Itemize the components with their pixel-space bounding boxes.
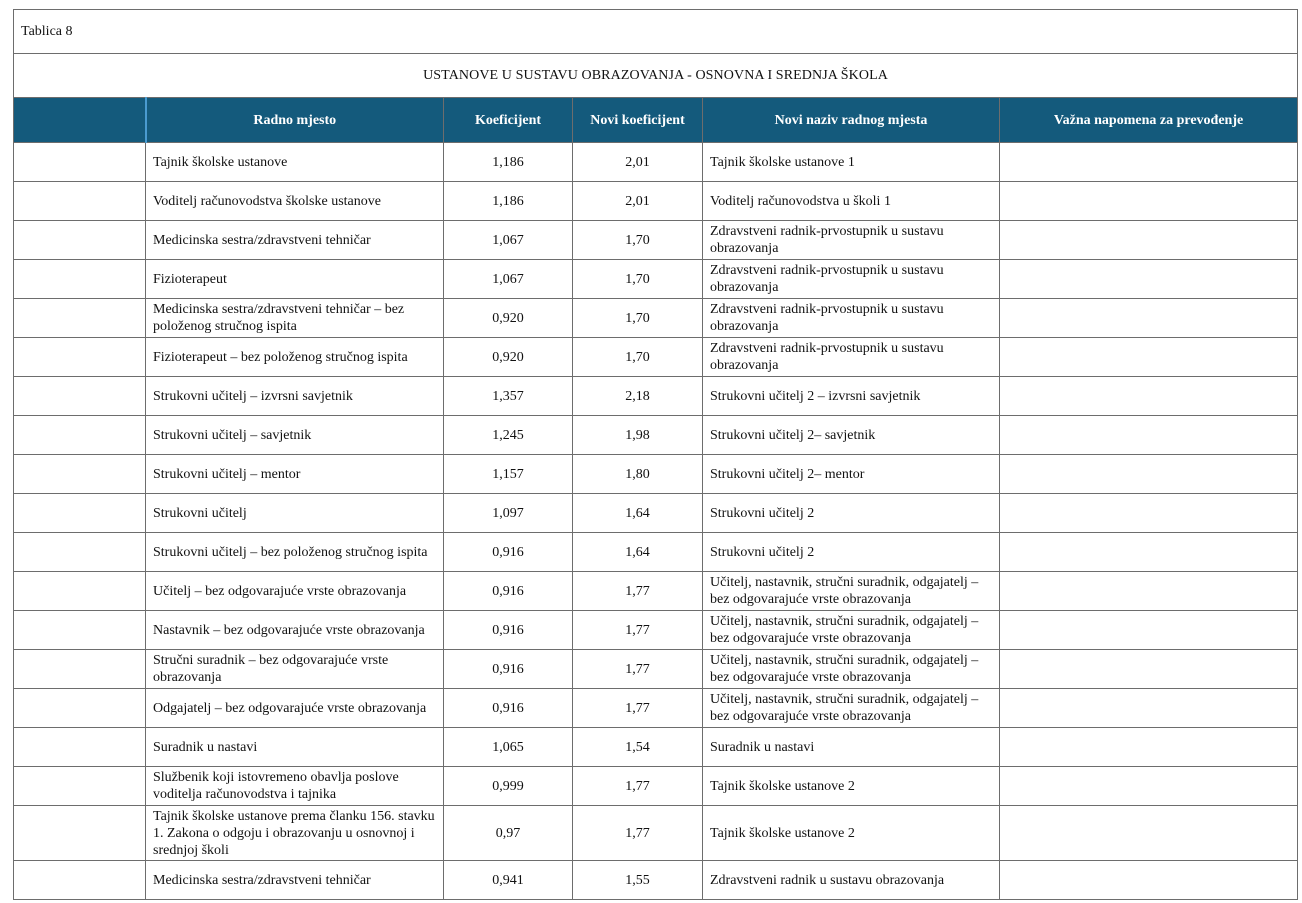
cell-napomena (1000, 143, 1298, 182)
row-empty-cell (14, 572, 146, 611)
cell-novi-koeficijent: 1,77 (573, 806, 703, 861)
cell-napomena (1000, 494, 1298, 533)
cell-radno-mjesto: Medicinska sestra/zdravstveni tehničar – bez položenog stručnog ispita (146, 299, 444, 338)
row-empty-cell (14, 861, 146, 900)
cell-radno-mjesto: Službenik koji istovremeno obavlja poslove voditelja računovodstva i tajnika (146, 767, 444, 806)
cell-napomena (1000, 416, 1298, 455)
cell-novi-koeficijent: 1,54 (573, 728, 703, 767)
table-row (14, 377, 1298, 416)
caption-row (14, 10, 1298, 54)
cell-novi-naziv: Zdravstveni radnik-prvostupnik u sustavu obrazovanja (703, 299, 1000, 338)
row-empty-cell (14, 416, 146, 455)
cell-napomena (1000, 650, 1298, 689)
cell-novi-naziv: Učitelj, nastavnik, stručni suradnik, odgajatelj – bez odgovarajuće vrste obrazovanja (703, 650, 1000, 689)
table-row (14, 861, 1298, 900)
row-empty-cell (14, 377, 146, 416)
table-row (14, 299, 1298, 338)
cell-radno-mjesto: Fizioterapeut – bez položenog stručnog ispita (146, 338, 444, 377)
cell-novi-koeficijent: 1,70 (573, 260, 703, 299)
cell-napomena (1000, 572, 1298, 611)
cell-napomena (1000, 611, 1298, 650)
cell-novi-koeficijent: 1,70 (573, 299, 703, 338)
cell-napomena (1000, 861, 1298, 900)
cell-koeficijent: 1,357 (444, 377, 573, 416)
row-empty-cell (14, 728, 146, 767)
cell-napomena (1000, 182, 1298, 221)
cell-napomena (1000, 260, 1298, 299)
table-row (14, 455, 1298, 494)
cell-novi-koeficijent: 1,64 (573, 533, 703, 572)
cell-radno-mjesto: Strukovni učitelj – izvrsni savjetnik (146, 377, 444, 416)
cell-novi-koeficijent: 1,77 (573, 650, 703, 689)
cell-radno-mjesto: Tajnik školske ustanove prema članku 156. stavku 1. Zakona o odgoju i obrazovanju u osnovnoj i srednjoj školi (146, 806, 444, 861)
table-row (14, 806, 1298, 861)
title-row (14, 54, 1298, 98)
table-row (14, 767, 1298, 806)
cell-napomena (1000, 338, 1298, 377)
row-empty-cell (14, 221, 146, 260)
table-row (14, 221, 1298, 260)
header-row (14, 98, 1298, 143)
cell-radno-mjesto: Suradnik u nastavi (146, 728, 444, 767)
cell-koeficijent: 1,065 (444, 728, 573, 767)
cell-koeficijent: 1,067 (444, 221, 573, 260)
cell-napomena (1000, 221, 1298, 260)
cell-koeficijent: 1,157 (444, 455, 573, 494)
cell-novi-naziv: Strukovni učitelj 2 (703, 533, 1000, 572)
table-row (14, 494, 1298, 533)
table-row (14, 611, 1298, 650)
row-empty-cell (14, 182, 146, 221)
table-row (14, 650, 1298, 689)
table-row (14, 416, 1298, 455)
cell-novi-naziv: Tajnik školske ustanove 2 (703, 806, 1000, 861)
cell-radno-mjesto: Nastavnik – bez odgovarajuće vrste obrazovanja (146, 611, 444, 650)
cell-novi-koeficijent: 1,70 (573, 221, 703, 260)
row-empty-cell (14, 533, 146, 572)
cell-novi-naziv: Strukovni učitelj 2– savjetnik (703, 416, 1000, 455)
table-caption: Tablica 8 (14, 10, 1298, 54)
cell-koeficijent: 1,245 (444, 416, 573, 455)
row-empty-cell (14, 338, 146, 377)
header-koeficijent: Koeficijent (444, 98, 573, 143)
row-empty-cell (14, 689, 146, 728)
cell-koeficijent: 1,186 (444, 182, 573, 221)
cell-radno-mjesto: Učitelj – bez odgovarajuće vrste obrazovanja (146, 572, 444, 611)
cell-radno-mjesto: Strukovni učitelj – savjetnik (146, 416, 444, 455)
cell-radno-mjesto: Medicinska sestra/zdravstveni tehničar (146, 861, 444, 900)
cell-novi-naziv: Voditelj računovodstva u školi 1 (703, 182, 1000, 221)
document-page (13, 9, 1297, 900)
table-body (14, 10, 1298, 900)
cell-novi-naziv: Suradnik u nastavi (703, 728, 1000, 767)
cell-koeficijent: 0,920 (444, 299, 573, 338)
cell-koeficijent: 0,916 (444, 650, 573, 689)
cell-napomena (1000, 806, 1298, 861)
cell-napomena (1000, 455, 1298, 494)
cell-koeficijent: 0,916 (444, 689, 573, 728)
cell-novi-koeficijent: 1,80 (573, 455, 703, 494)
cell-novi-naziv: Učitelj, nastavnik, stručni suradnik, odgajatelj – bez odgovarajuće vrste obrazovanja (703, 572, 1000, 611)
cell-novi-koeficijent: 1,77 (573, 767, 703, 806)
table-row (14, 182, 1298, 221)
table-row (14, 143, 1298, 182)
cell-novi-koeficijent: 1,98 (573, 416, 703, 455)
cell-radno-mjesto: Fizioterapeut (146, 260, 444, 299)
cell-novi-koeficijent: 2,18 (573, 377, 703, 416)
cell-napomena (1000, 728, 1298, 767)
cell-koeficijent: 0,916 (444, 572, 573, 611)
table-row (14, 533, 1298, 572)
cell-novi-koeficijent: 1,70 (573, 338, 703, 377)
cell-koeficijent: 0,920 (444, 338, 573, 377)
cell-novi-naziv: Strukovni učitelj 2– mentor (703, 455, 1000, 494)
row-empty-cell (14, 260, 146, 299)
cell-novi-naziv: Zdravstveni radnik-prvostupnik u sustavu obrazovanja (703, 260, 1000, 299)
cell-napomena (1000, 533, 1298, 572)
row-empty-cell (14, 299, 146, 338)
cell-radno-mjesto: Strukovni učitelj – mentor (146, 455, 444, 494)
cell-radno-mjesto: Stručni suradnik – bez odgovarajuće vrste obrazovanja (146, 650, 444, 689)
cell-koeficijent: 1,186 (444, 143, 573, 182)
table-title: USTANOVE U SUSTAVU OBRAZOVANJA - OSNOVNA I SREDNJA ŠKOLA (14, 54, 1298, 98)
cell-koeficijent: 1,097 (444, 494, 573, 533)
cell-novi-naziv: Tajnik školske ustanove 1 (703, 143, 1000, 182)
header-napomena: Važna napomena za prevođenje (1000, 98, 1298, 143)
row-empty-cell (14, 143, 146, 182)
table-row (14, 728, 1298, 767)
cell-napomena (1000, 299, 1298, 338)
table-row (14, 260, 1298, 299)
cell-novi-naziv: Učitelj, nastavnik, stručni suradnik, odgajatelj – bez odgovarajuće vrste obrazovanja (703, 689, 1000, 728)
cell-novi-naziv: Učitelj, nastavnik, stručni suradnik, odgajatelj – bez odgovarajuće vrste obrazovanja (703, 611, 1000, 650)
cell-radno-mjesto: Tajnik školske ustanove (146, 143, 444, 182)
cell-koeficijent: 0,941 (444, 861, 573, 900)
cell-koeficijent: 1,067 (444, 260, 573, 299)
row-empty-cell (14, 767, 146, 806)
cell-radno-mjesto: Strukovni učitelj (146, 494, 444, 533)
cell-napomena (1000, 689, 1298, 728)
cell-novi-koeficijent: 1,64 (573, 494, 703, 533)
row-empty-cell (14, 494, 146, 533)
table-row (14, 572, 1298, 611)
cell-novi-koeficijent: 2,01 (573, 143, 703, 182)
row-empty-cell (14, 650, 146, 689)
salary-coefficient-table (13, 9, 1298, 900)
cell-novi-naziv: Tajnik školske ustanove 2 (703, 767, 1000, 806)
cell-novi-naziv: Strukovni učitelj 2 – izvrsni savjetnik (703, 377, 1000, 416)
cell-radno-mjesto: Odgajatelj – bez odgovarajuće vrste obrazovanja (146, 689, 444, 728)
cell-napomena (1000, 377, 1298, 416)
cell-novi-naziv: Strukovni učitelj 2 (703, 494, 1000, 533)
cell-koeficijent: 0,916 (444, 611, 573, 650)
cell-novi-koeficijent: 1,55 (573, 861, 703, 900)
table-row (14, 338, 1298, 377)
cell-koeficijent: 0,916 (444, 533, 573, 572)
cell-novi-koeficijent: 1,77 (573, 572, 703, 611)
header-empty (14, 98, 146, 143)
table-row (14, 689, 1298, 728)
cell-novi-naziv: Zdravstveni radnik-prvostupnik u sustavu obrazovanja (703, 221, 1000, 260)
cell-radno-mjesto: Strukovni učitelj – bez položenog stručnog ispita (146, 533, 444, 572)
cell-radno-mjesto: Voditelj računovodstva školske ustanove (146, 182, 444, 221)
cell-novi-koeficijent: 1,77 (573, 689, 703, 728)
row-empty-cell (14, 806, 146, 861)
header-radno-mjesto: Radno mjesto (146, 98, 444, 143)
header-novi-koeficijent: Novi koeficijent (573, 98, 703, 143)
cell-novi-koeficijent: 2,01 (573, 182, 703, 221)
header-novi-naziv: Novi naziv radnog mjesta (703, 98, 1000, 143)
cell-novi-naziv: Zdravstveni radnik-prvostupnik u sustavu obrazovanja (703, 338, 1000, 377)
cell-koeficijent: 0,97 (444, 806, 573, 861)
cell-radno-mjesto: Medicinska sestra/zdravstveni tehničar (146, 221, 444, 260)
cell-koeficijent: 0,999 (444, 767, 573, 806)
row-empty-cell (14, 611, 146, 650)
cell-napomena (1000, 767, 1298, 806)
cell-novi-koeficijent: 1,77 (573, 611, 703, 650)
cell-novi-naziv: Zdravstveni radnik u sustavu obrazovanja (703, 861, 1000, 900)
row-empty-cell (14, 455, 146, 494)
